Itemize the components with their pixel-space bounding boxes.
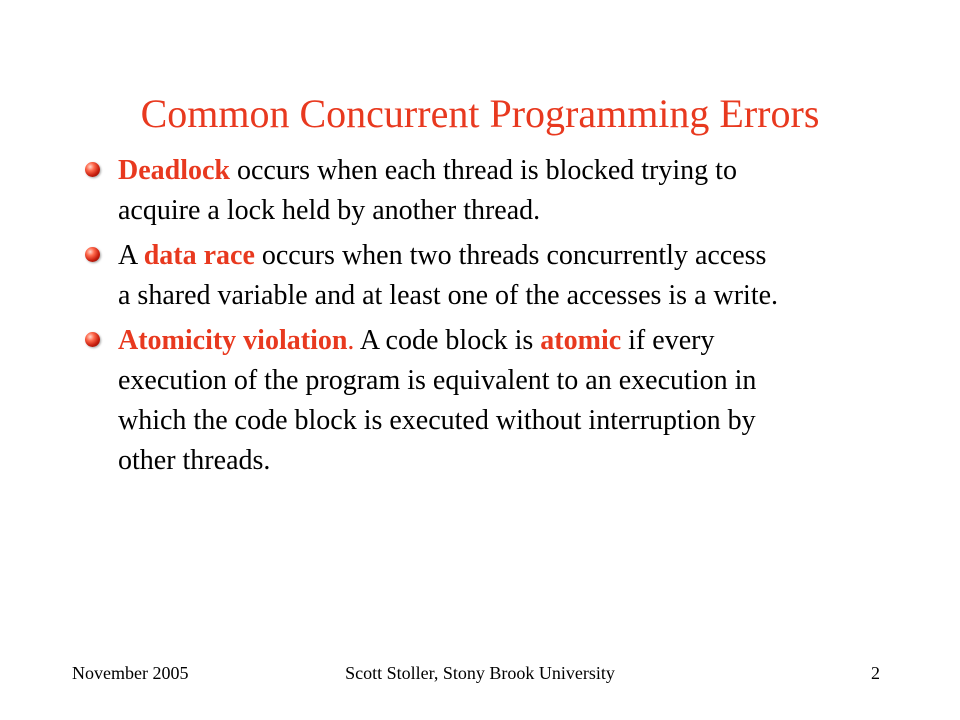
bullet-line xyxy=(118,276,878,316)
bullet-text: execution of the program is equivalent to an execution in xyxy=(118,365,757,396)
bullet-line xyxy=(118,441,878,481)
red-sphere-bullet-icon xyxy=(85,247,100,262)
red-sphere-bullet-icon xyxy=(85,332,100,347)
term-deadlock: Deadlock xyxy=(118,155,230,186)
bullet-item-atomicity-violation xyxy=(118,321,878,481)
bullet-text: occurs when two threads concurrently access xyxy=(254,240,767,271)
footer-author: Scott Stoller, Stony Brook University xyxy=(345,663,615,683)
bullet-text: which the code block is executed without interruption by xyxy=(118,405,756,436)
bullet-item-deadlock xyxy=(118,151,878,231)
bullet-text: A xyxy=(118,240,144,271)
term-data-race: data race xyxy=(143,240,255,271)
slide-title: Common Concurrent Programming Errors xyxy=(140,91,820,136)
bullet-text: occurs when each thread is blocked trying to xyxy=(230,155,737,186)
bullet-text: if every xyxy=(621,325,715,356)
bullet-item-data-race xyxy=(118,236,878,316)
bullet-line xyxy=(118,361,878,401)
bullet-line xyxy=(118,191,878,231)
bullet-text: other threads. xyxy=(118,445,271,476)
bullet-line xyxy=(118,151,878,191)
bullet-line xyxy=(118,321,878,361)
bullet-text: acquire a lock held by another thread. xyxy=(118,195,541,226)
bullet-text: a shared variable and at least one of the accesses is a write. xyxy=(118,280,779,311)
page-number: 2 xyxy=(871,663,880,683)
bullet-line xyxy=(118,236,878,276)
bullet-text: A code block is xyxy=(354,325,541,356)
footer-date: November 2005 xyxy=(72,663,189,683)
red-sphere-bullet-icon xyxy=(85,162,100,177)
term-period: . xyxy=(347,325,355,356)
bullet-line xyxy=(118,401,878,441)
term-atomicity-violation: Atomicity violation xyxy=(118,325,348,356)
term-atomic: atomic xyxy=(540,325,622,356)
